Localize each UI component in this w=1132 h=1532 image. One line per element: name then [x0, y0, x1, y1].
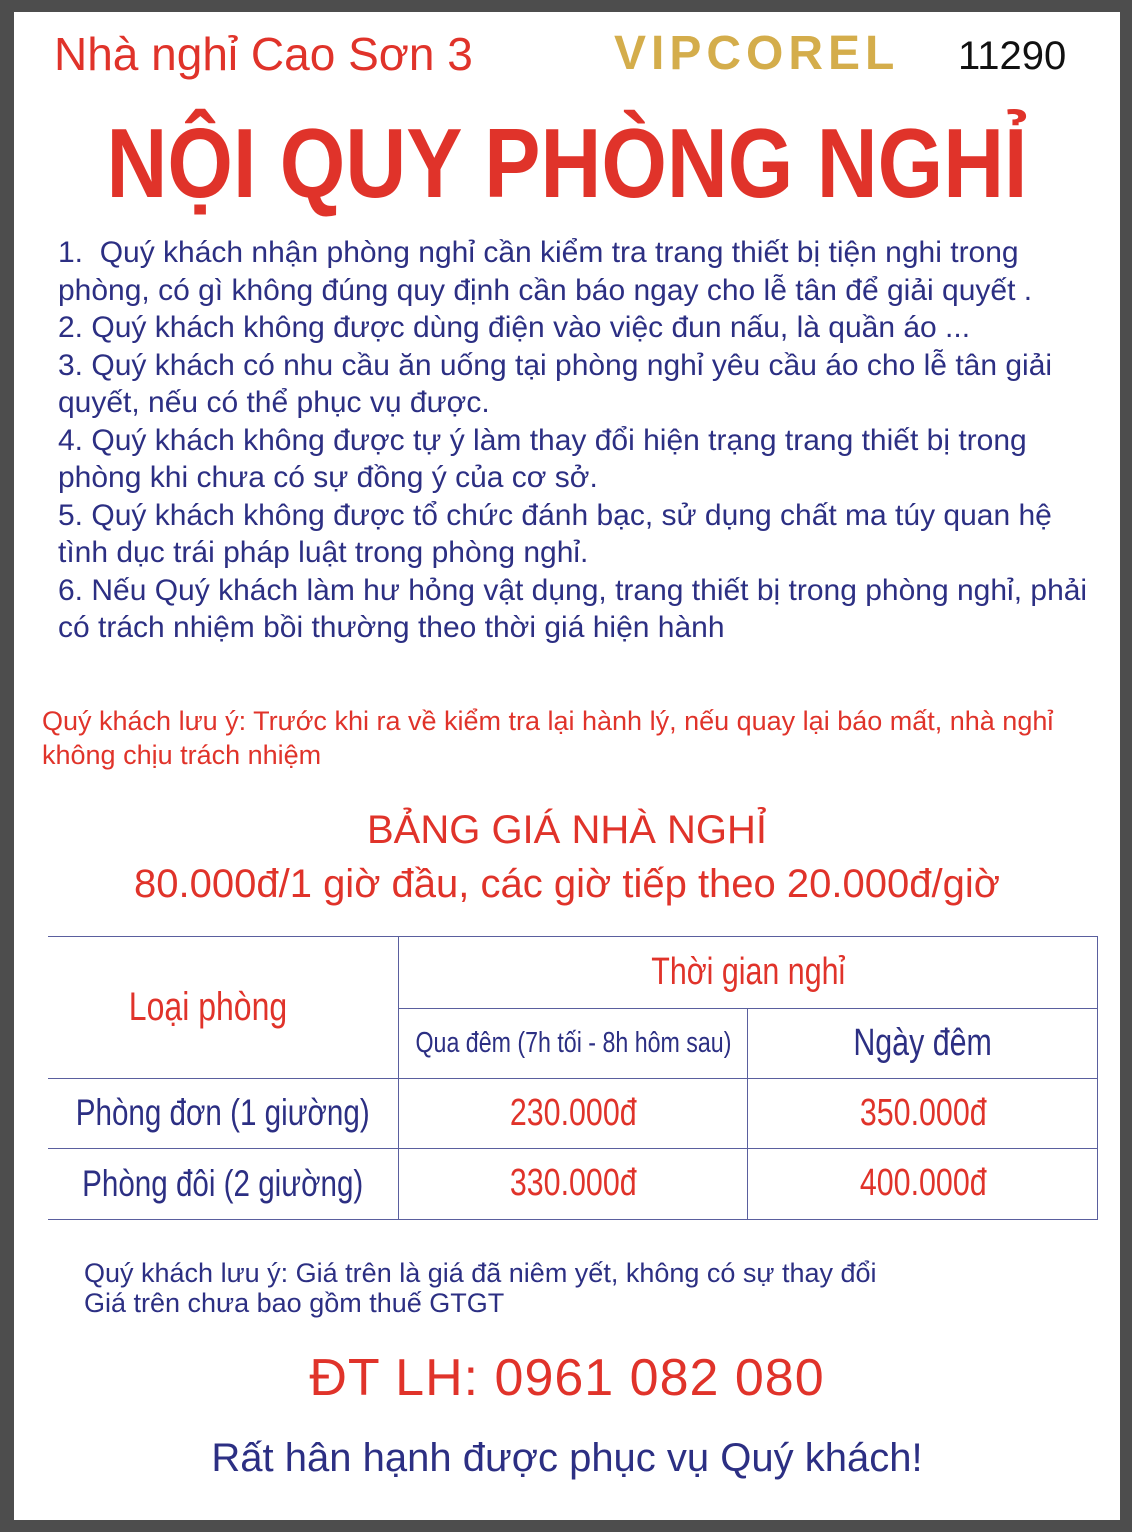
- price-notice-line: Quý khách lưu ý: Giá trên là giá đã niêm yết, không có sự thay đổi: [84, 1258, 877, 1288]
- tax-notice-line: Giá trên chưa bao gồm thuế GTGT: [84, 1288, 505, 1318]
- price-single-day-night: 350.000đ: [859, 1091, 987, 1134]
- hotel-name: Nhà nghỉ Cao Sơn 3: [54, 28, 473, 80]
- notice-sheet: [14, 12, 1120, 1520]
- price-notice: [84, 1258, 877, 1318]
- rule-item: 5. Quý khách không được tổ chức đánh bạc, sử dụng chất ma túy quan hệ tình dục trái pháp luật trong phòng nghỉ.: [58, 498, 1061, 569]
- rule-item: 1. Quý khách nhận phòng nghỉ cần kiểm tra trang thiết bị tiện nghi trong phòng, có gì không đúng quy định cần báo ngay cho lễ tân để giải quyết .: [58, 236, 1033, 307]
- price-title: BẢNG GIÁ NHÀ NGHỈ: [366, 808, 768, 852]
- day-night-header: Ngày đêm: [853, 1021, 993, 1064]
- luggage-notice: Quý khách lưu ý: Trước khi ra về kiểm tra lại hành lý, nếu quay lại báo mất, nhà nghỉ không chịu trách nhiệm: [42, 706, 1054, 770]
- rule-item: 6. Nếu Quý khách làm hư hỏng vật dụng, trang thiết bị trong phòng nghỉ, phải có trách nhiệm bồi thường theo thời giá hiện hành: [58, 573, 1096, 644]
- page-title: NỘI QUY PHÒNG NGHỈ: [106, 108, 1028, 218]
- closing-message: Rất hân hạnh được phục vụ Quý khách!: [211, 1436, 923, 1480]
- price-double-overnight: 330.000đ: [509, 1162, 637, 1204]
- room-type-header: Loại phòng: [128, 984, 288, 1029]
- price-single-overnight: 230.000đ: [509, 1091, 637, 1134]
- overnight-header: Qua đêm (7h tối - 8h hôm sau): [415, 1026, 731, 1059]
- contact-phone: ĐT LH: 0961 082 080: [309, 1349, 825, 1407]
- table-border: [48, 1219, 1098, 1220]
- price-double-day-night: 400.000đ: [859, 1162, 987, 1204]
- rules-list: [58, 234, 1108, 647]
- rule-item: 3. Quý khách có nhu cầu ăn uống tại phòng nghỉ yêu cầu áo cho lễ tân giải quyết, nếu có thể phục vụ được.: [58, 348, 1061, 419]
- room-double: Phòng đôi (2 giường): [82, 1162, 364, 1204]
- product-code: 11290: [958, 34, 1067, 78]
- room-single: Phòng đơn (1 giường): [76, 1092, 370, 1133]
- hourly-price: 80.000đ/1 giờ đầu, các giờ tiếp theo 20.000đ/giờ: [134, 862, 1000, 906]
- brand-logo: VIPCOREL: [614, 27, 900, 80]
- rule-item: 2. Quý khách không được dùng điện vào việc đun nấu, là quần áo ...: [58, 311, 971, 344]
- time-header: Thời gian nghỉ: [650, 950, 845, 993]
- rule-item: 4. Quý khách không được tự ý làm thay đổi hiện trạng trang thiết bị trong phòng khi chưa có sự đồng ý của cơ sở.: [58, 423, 1036, 494]
- price-table: [48, 936, 1098, 1220]
